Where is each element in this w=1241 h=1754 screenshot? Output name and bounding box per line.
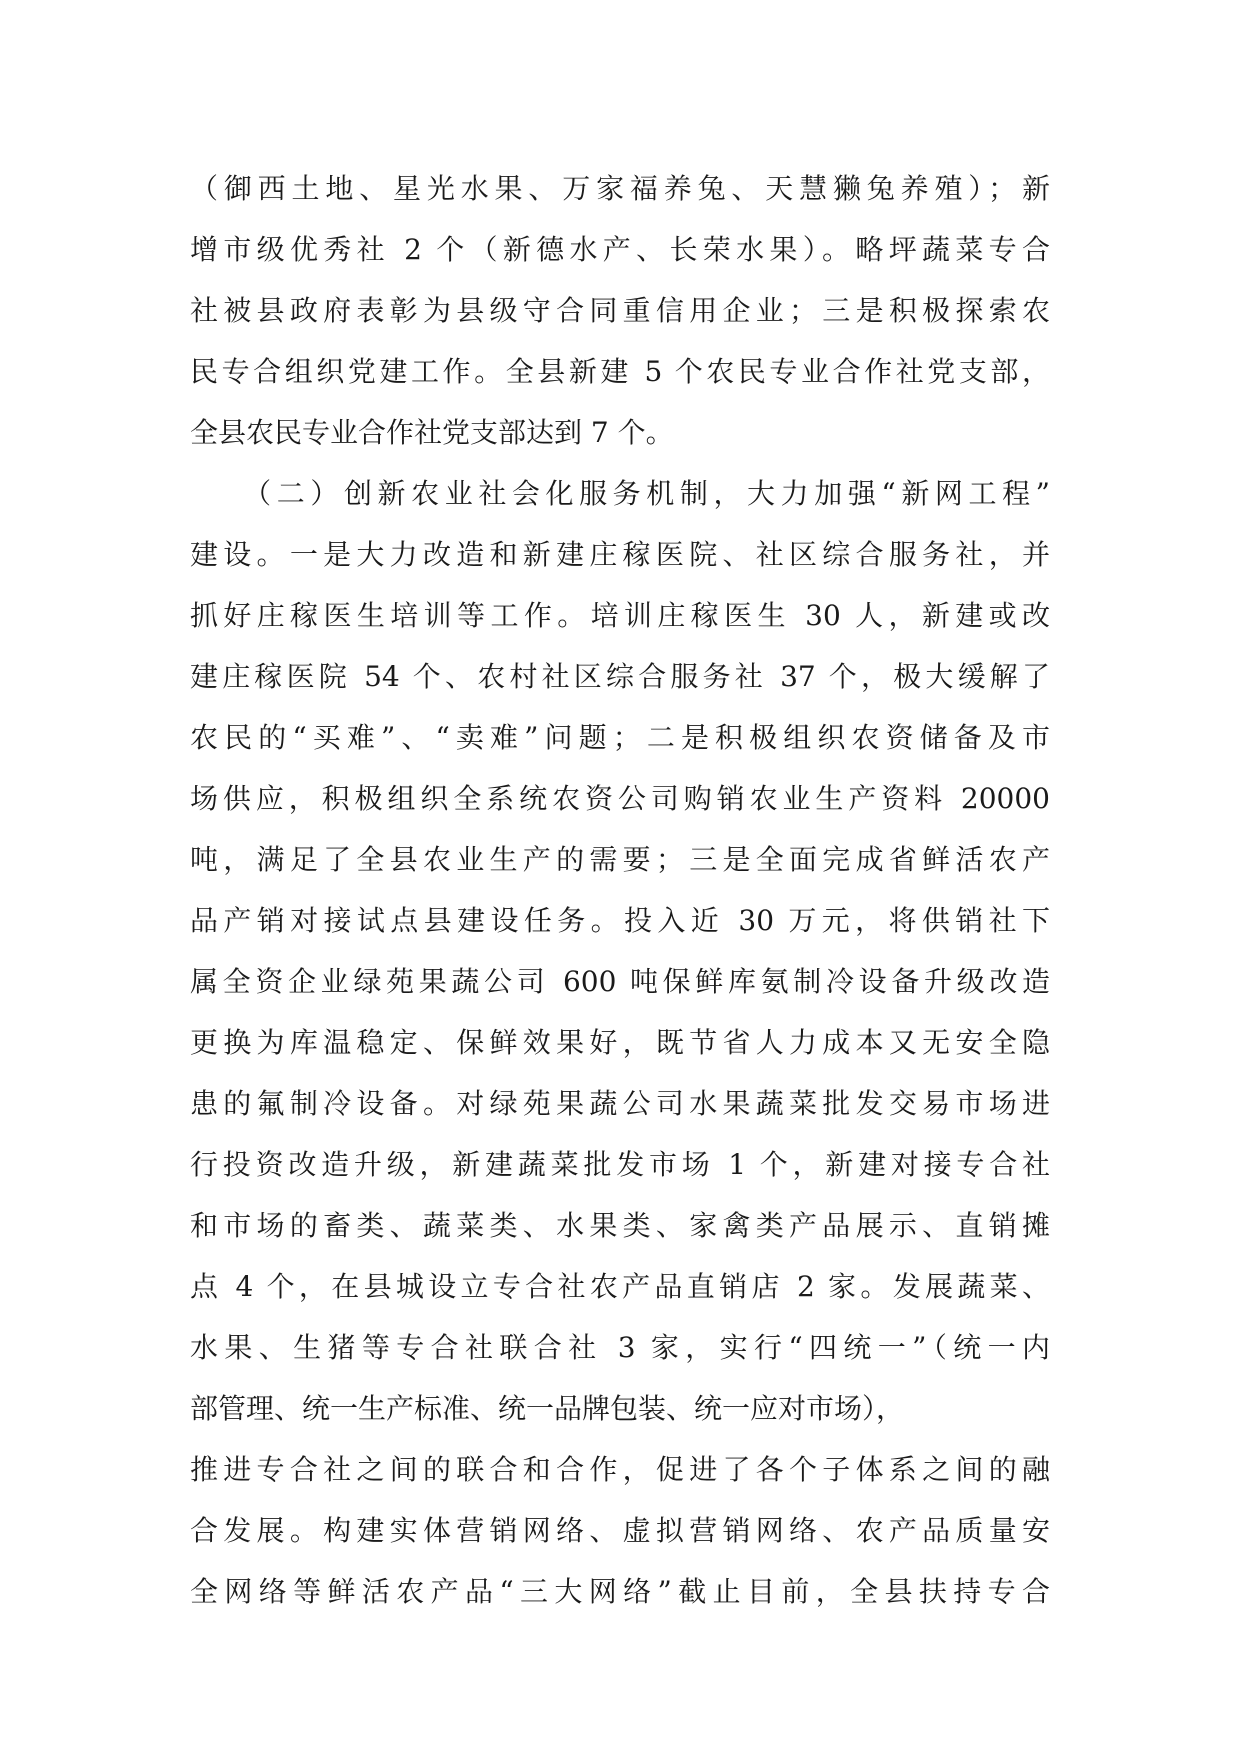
text-line: 抓好庄稼医生培训等工作。培训庄稼医生 30 人，新建或改: [190, 599, 1050, 632]
text-line: 属全资企业绿苑果蔬公司 600 吨保鲜库氨制冷设备升级改造: [190, 965, 1050, 998]
text-line: 患的氟制冷设备。对绿苑果蔬公司水果蔬菜批发交易市场进: [190, 1087, 1050, 1120]
text-line: 全网络等鲜活农产品“三大网络”截止目前，全县扶持专合: [190, 1575, 1050, 1608]
text-line: 推进专合社之间的联合和合作，促进了各个子体系之间的融: [190, 1453, 1050, 1486]
text-line: 行投资改造升级，新建蔬菜批发市场 1 个，新建对接专合社: [190, 1148, 1050, 1181]
text-line: 场供应，积极组织全系统农资公司购销农业生产资料 20000: [190, 782, 1050, 815]
text-line: 社被县政府表彰为县级守合同重信用企业；三是积极探索农: [190, 294, 1050, 327]
text-line: 品产销对接试点县建设任务。投入近 30 万元，将供销社下: [190, 904, 1050, 937]
text-line: 建庄稼医院 54 个、农村社区综合服务社 37 个，极大缓解了: [190, 660, 1050, 693]
text-line: 吨，满足了全县农业生产的需要；三是全面完成省鲜活农产: [190, 843, 1050, 876]
text-line: 更换为库温稳定、保鲜效果好，既节省人力成本又无安全隐: [190, 1026, 1050, 1059]
section-heading-line: （二）创新农业社会化服务机制，大力加强“新网工程”: [190, 477, 1050, 510]
text-line: 农民的“买难”、“卖难”问题；二是积极组织农资储备及市: [190, 721, 1050, 754]
text-line: 增市级优秀社 2 个（新德水产、长荣水果）。略坪蔬菜专合: [190, 233, 1050, 266]
text-line: 水果、生猪等专合社联合社 3 家，实行“四统一”（统一内: [190, 1331, 1050, 1364]
text-line: 点 4 个，在县城设立专合社农产品直销店 2 家。发展蔬菜、: [190, 1270, 1050, 1303]
text-line: 和市场的畜类、蔬菜类、水果类、家禽类产品展示、直销摊: [190, 1209, 1050, 1242]
text-line: 合发展。构建实体营销网络、虚拟营销网络、农产品质量安: [190, 1514, 1050, 1547]
text-line: 全县农民专业合作社党支部达到 7 个。: [190, 416, 674, 449]
text-line: 民专合组织党建工作。全县新建 5 个农民专业合作社党支部，: [190, 355, 1050, 388]
body-text: [190, 158, 1050, 1622]
text-line: 建设。一是大力改造和新建庄稼医院、社区综合服务社，并: [190, 538, 1050, 571]
text-line: （御西土地、星光水果、万家福养兔、天慧獭兔养殖）；新: [190, 172, 1050, 205]
text-line: 部管理、统一生产标准、统一品牌包装、统一应对市场），: [190, 1392, 905, 1425]
